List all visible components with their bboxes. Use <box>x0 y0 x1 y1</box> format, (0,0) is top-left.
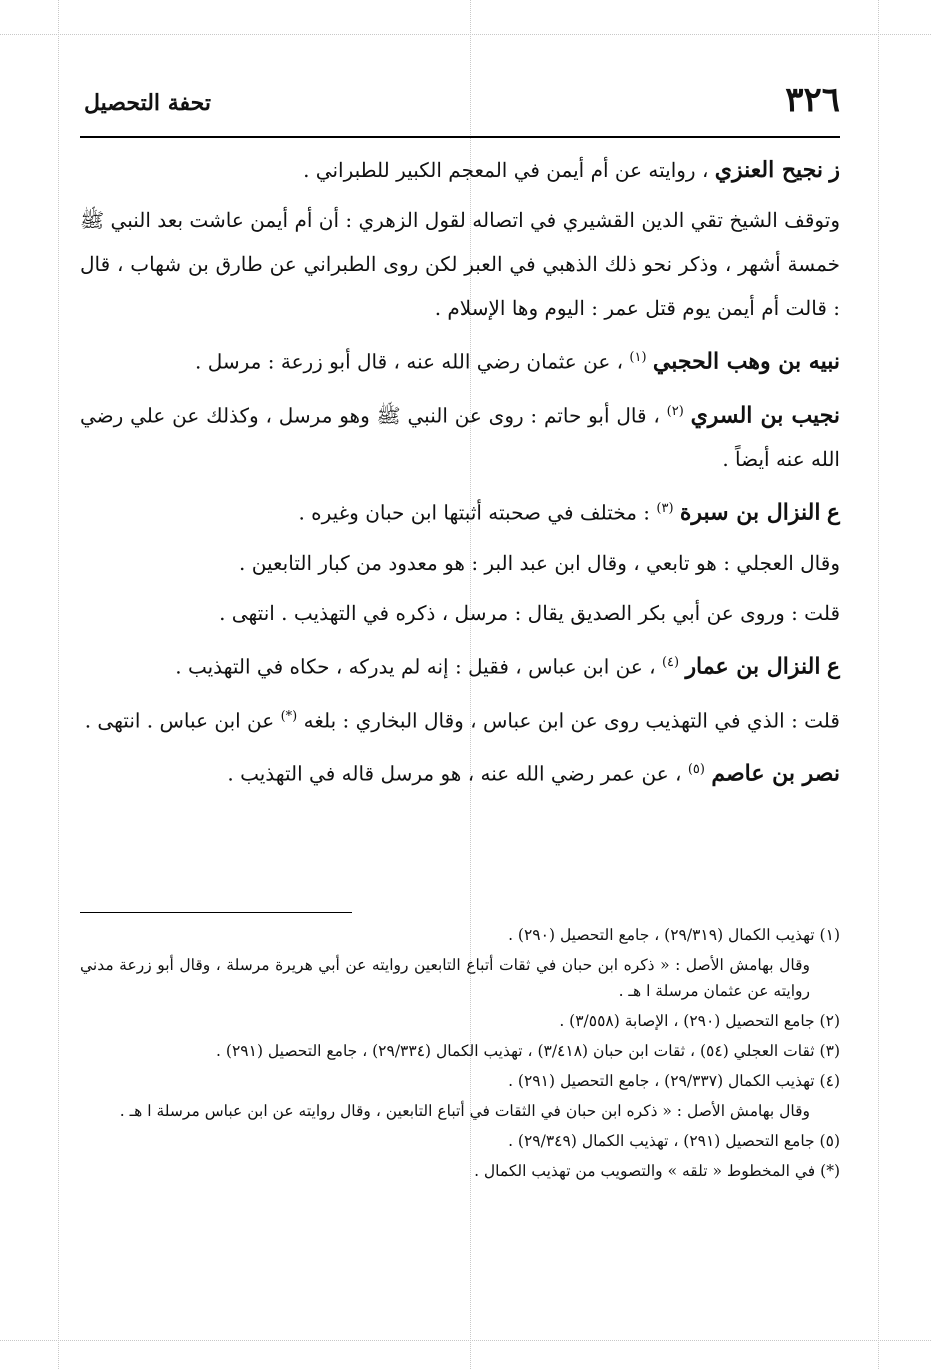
page-header <box>80 60 840 136</box>
narrator-name: نصر بن عاصم <box>711 760 840 787</box>
footnote: (٤) تهذيب الكمال (٢٩/٣٣٧) ، جامع التحصيل (٢٩١) . <box>508 1072 840 1090</box>
entry-paragraph <box>80 748 840 796</box>
narrator-name: نجيب بن السري <box>690 402 841 429</box>
footnote: (١) تهذيب الكمال (٢٩/٣١٩) ، جامع التحصيل (٢٩٠) . <box>508 926 840 944</box>
paragraph-text: قلت : الذي في التهذيب روى عن ابن عباس ، وقال البخاري : بلغه <box>303 708 840 733</box>
narrator-name: نبيه بن وهب الحجبي <box>652 348 840 375</box>
footnote-continuation: وقال بهامش الأصل : « ذكره ابن حبان في الثقات في أتباع التابعين ، وقال روايته عن ابن عباس مرسلة ا هـ . <box>119 1102 810 1120</box>
paragraph-text: عن ابن عباس . انتهى . <box>84 708 275 733</box>
footnote: (٣) ثقات العجلي (٥٤) ، ثقات ابن حبان (٣/٤١٨) ، تهذيب الكمال (٢٩/٣٣٤) ، جامع التحصيل (٢٩١) . <box>216 1042 840 1060</box>
footnote-ref[interactable]: (٢) <box>666 403 684 419</box>
footnote-ref[interactable]: (١) <box>629 350 647 365</box>
header-rule <box>80 136 840 138</box>
entry-text: ، عن ابن عباس ، فقيل : إنه لم يدركه ، حكاه في التهذيب . <box>175 654 656 679</box>
footnote-ref[interactable]: (*) <box>280 708 298 724</box>
footnote-ref[interactable]: (٥) <box>687 762 705 778</box>
footnotes-section <box>80 922 840 1188</box>
paragraph <box>80 695 840 743</box>
entry-text: ، عن عثمان رضي الله عنه ، قال أبو زرعة : مرسل . <box>195 349 624 374</box>
narrator-name: النزال بن سبرة <box>679 499 821 526</box>
paragraph: وتوقف الشيخ تقي الدين القشيري في اتصاله لقول الزهري : أن أم أيمن عاشت بعد النبي ﷺ خمسة أشهر ، وذكر نحو ذلك الذهبي في العبر لكن روى الطبراني عن طارق بن شهاب ، قال : قالت أم أيمن يوم قتل عمر : اليوم وها الإسلام . <box>80 208 840 320</box>
paragraph: قلت : وروى عن أبي بكر الصديق يقال : مرسل ، ذكره في التهذيب . انتهى . <box>219 600 840 625</box>
entry-text: ، قال أبو حاتم : روى عن النبي ﷺ وهو مرسل ، وكذلك عن علي رضي الله عنه أيضاً . <box>80 403 840 472</box>
entry-paragraph <box>80 336 840 384</box>
entry-text: ، روايته عن أم أيمن في المعجم الكبير للطبراني . <box>303 158 709 182</box>
entry-paragraph <box>80 487 840 535</box>
entry-text: ، عن عمر رضي الله عنه ، هو مرسل قاله في التهذيب . <box>227 761 682 786</box>
footnote-separator <box>80 912 352 913</box>
footnote: (٥) جامع التحصيل (٢٩١) ، تهذيب الكمال (٢٩/٣٤٩) . <box>508 1132 840 1150</box>
footnote: (*) في المخطوط « تلقه » والتصويب من تهذيب الكمال . <box>474 1162 840 1180</box>
entry-marker: ع <box>826 653 840 680</box>
footnote-ref[interactable]: (٣) <box>656 501 674 517</box>
paragraph: وقال العجلي : هو تابعي ، وقال ابن عبد البر : هو معدود من كبار التابعين . <box>239 550 840 575</box>
entry-text: : مختلف في صحبته أثبتها ابن حبان وغيره . <box>298 500 651 525</box>
entry-marker: ع <box>826 499 840 526</box>
scan-guide-line <box>878 0 879 1369</box>
main-text <box>80 148 840 802</box>
scan-guide-line <box>58 0 59 1369</box>
narrator-name: النزال بن عمار <box>685 653 821 680</box>
footnote: (٢) جامع التحصيل (٢٩٠) ، الإصابة (٣/٥٥٨) . <box>559 1012 840 1030</box>
entry-paragraph <box>80 148 840 192</box>
scan-guide-line <box>0 34 931 35</box>
entry-marker: ز <box>829 157 840 183</box>
footnote-continuation: وقال بهامش الأصل : « ذكره ابن حبان في ثقات أتباع التابعين روايته عن أبي هريرة مرسلة ، وقال أبو زرعة مدني روايته عن عثمان مرسلة ا هـ . <box>80 956 810 1000</box>
page-number: ٣٢٦ <box>785 80 840 120</box>
footnote-ref[interactable]: (٤) <box>661 654 680 670</box>
narrator-name: نجيح العنزي <box>714 157 824 183</box>
running-title: تحفة التحصيل <box>84 90 211 116</box>
scan-guide-line <box>0 1340 931 1341</box>
entry-paragraph <box>80 390 840 482</box>
entry-paragraph <box>80 641 840 689</box>
